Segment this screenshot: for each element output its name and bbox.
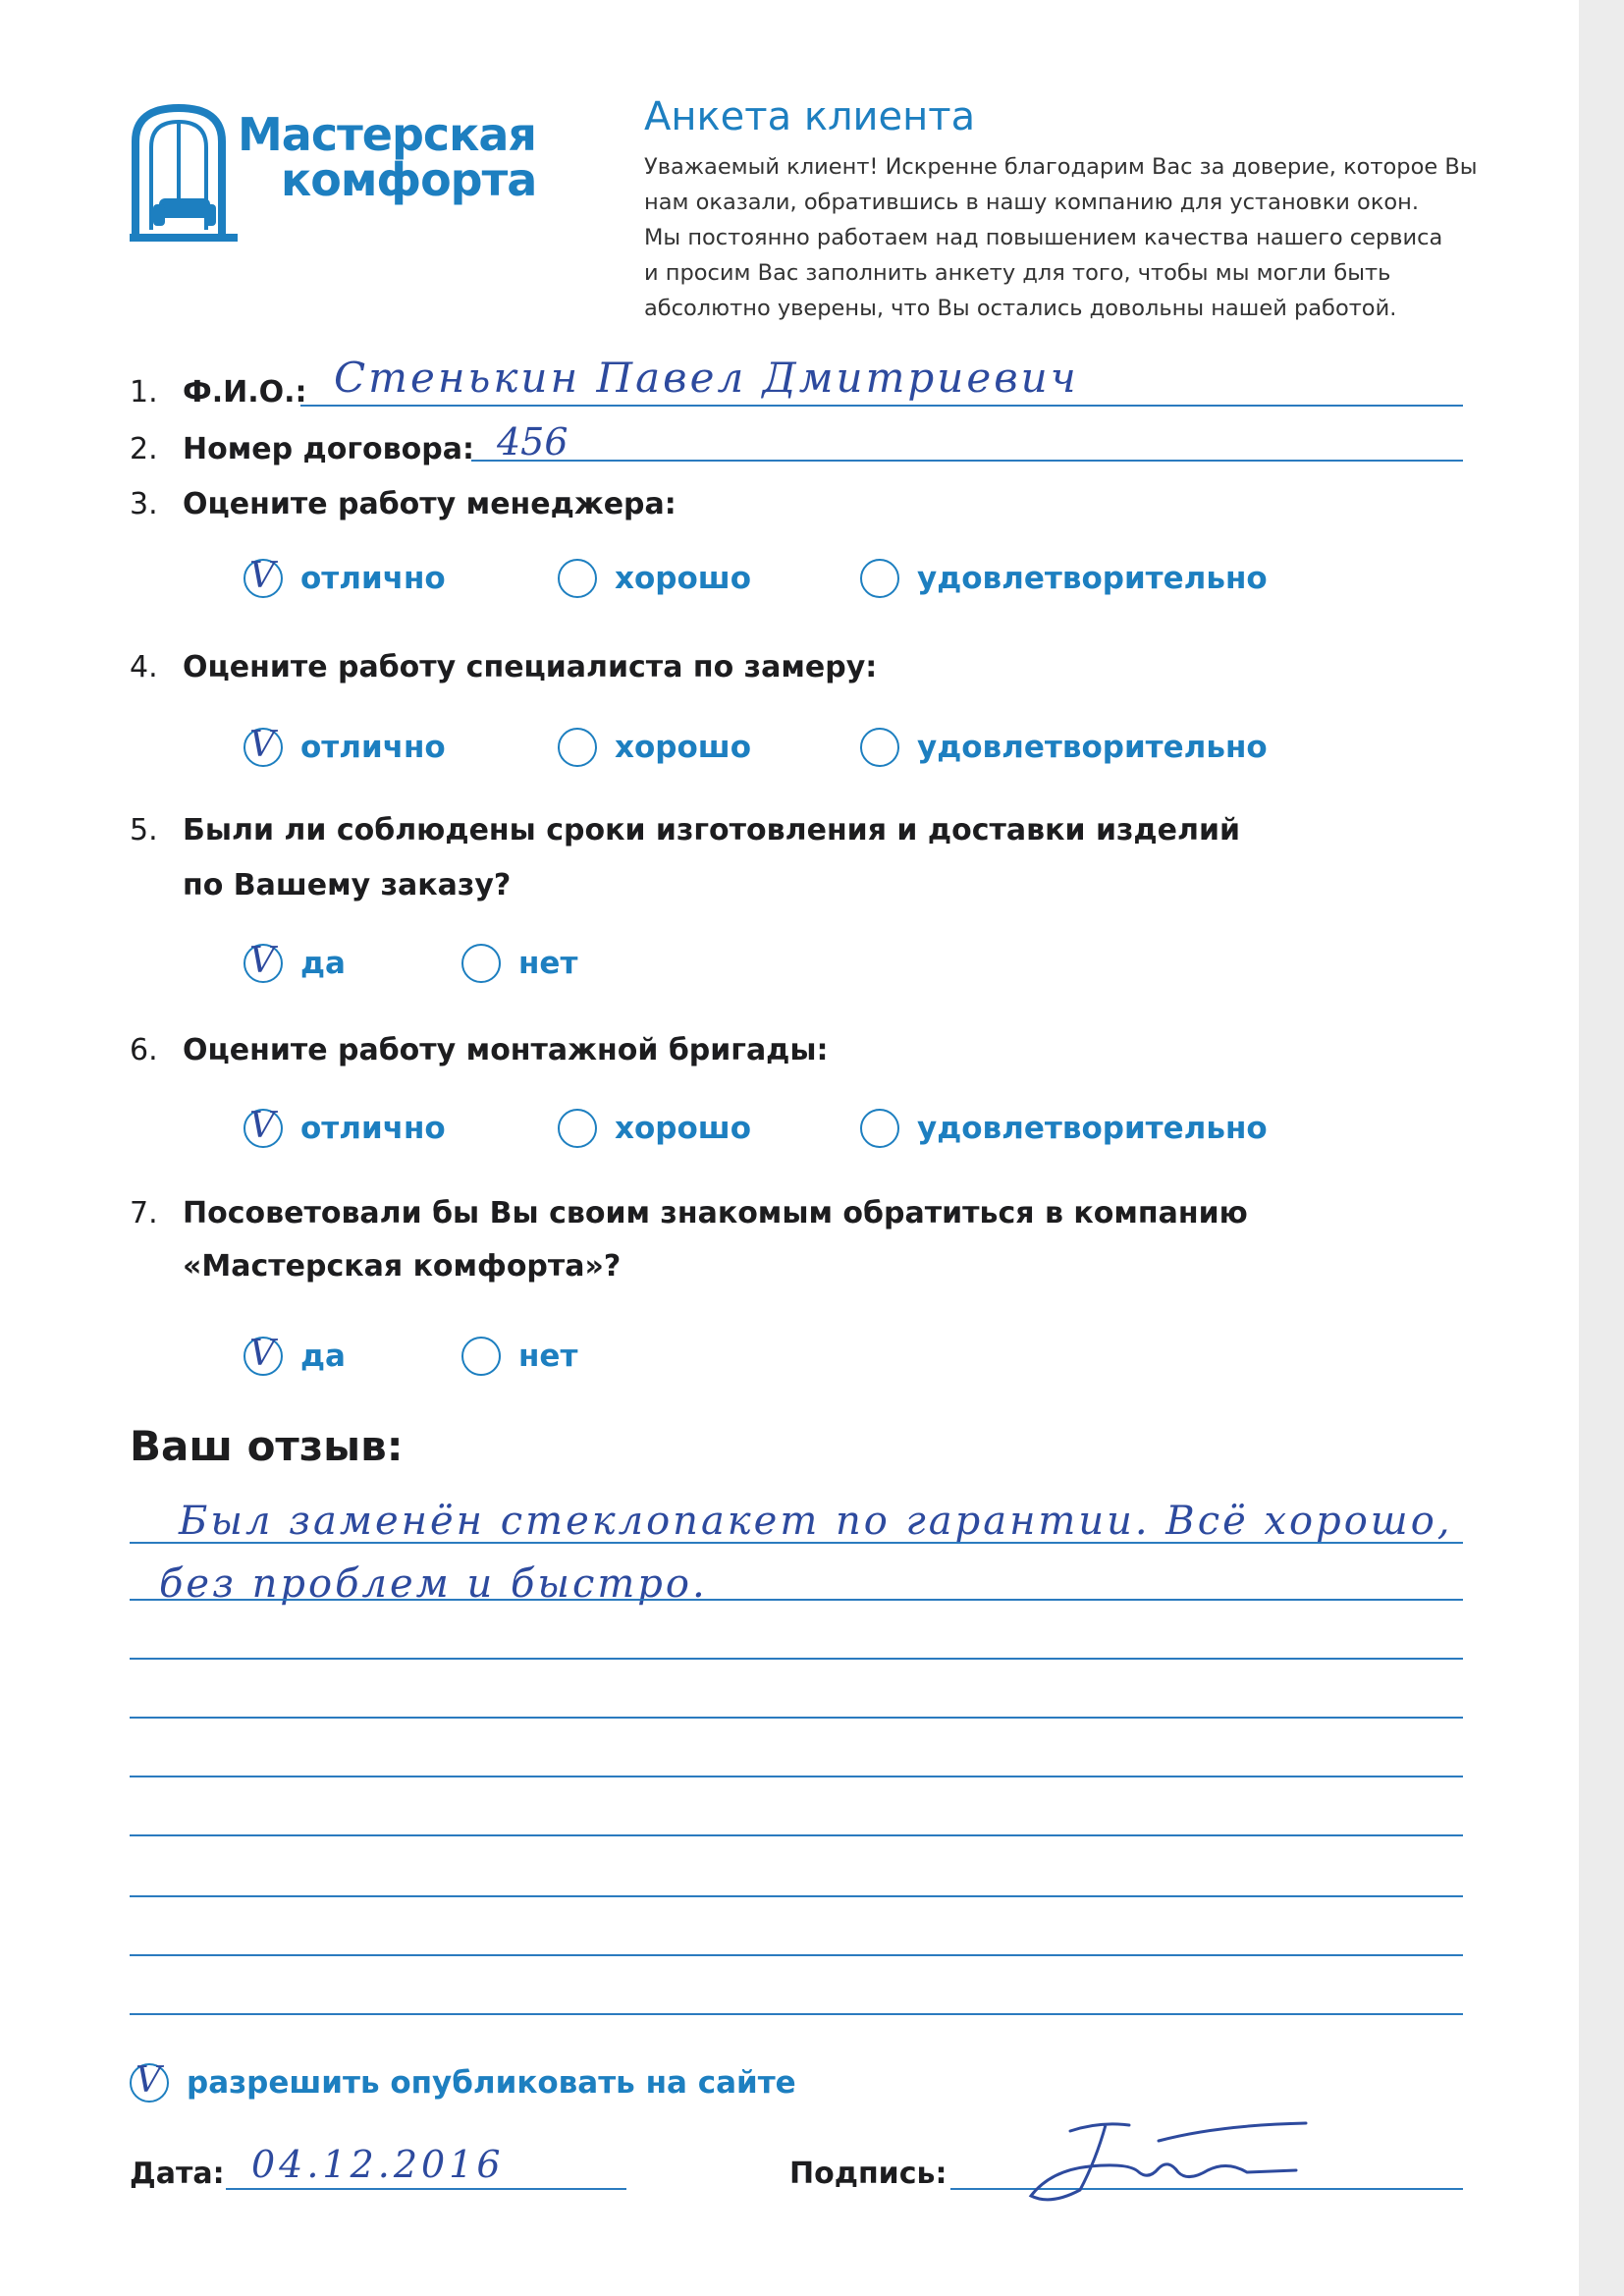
option-label: удовлетворительно <box>917 1111 1268 1146</box>
logo-wordmark <box>238 108 537 206</box>
radio-circle[interactable] <box>860 728 899 767</box>
contract-number-field[interactable]: 456 <box>497 420 568 464</box>
review-line <box>130 1599 1463 1601</box>
form-title: Анкета клиента <box>644 94 976 139</box>
date-underline <box>226 2188 626 2190</box>
radio-circle[interactable] <box>558 1109 597 1148</box>
radio-circle[interactable] <box>461 944 501 983</box>
check-mark-icon: V <box>135 2060 161 2101</box>
q7-number: 7. <box>130 1196 158 1230</box>
intro-line: и просим Вас заполнить анкету для того, чтобы мы могли быть <box>644 260 1391 286</box>
radio-circle-checked[interactable] <box>244 556 283 598</box>
option-label: удовлетворительно <box>917 561 1268 596</box>
date-label: Дата: <box>130 2157 225 2191</box>
q3-label: Оцените работу менеджера: <box>183 487 677 521</box>
q6-number: 6. <box>130 1033 158 1067</box>
review-line <box>130 1895 1463 1897</box>
publish-checkbox[interactable] <box>130 2058 796 2107</box>
review-line <box>130 1776 1463 1777</box>
q3-option-satisfactory[interactable] <box>860 554 1268 603</box>
intro-line: нам оказали, обратившись в нашу компанию для установки окон. <box>644 190 1420 215</box>
option-label: хорошо <box>615 1111 752 1146</box>
radio-circle[interactable] <box>461 1337 501 1376</box>
radio-circle[interactable] <box>860 1109 899 1148</box>
q7-label-line-2: «Мастерская комфорта»? <box>183 1249 622 1284</box>
signature-scribble[interactable] <box>1011 2111 1326 2210</box>
radio-circle[interactable] <box>558 728 597 767</box>
publish-label: разрешить опубликовать на сайте <box>187 2065 796 2101</box>
checkbox-circle-checked[interactable] <box>130 2060 169 2103</box>
q5-option-no[interactable] <box>461 939 577 988</box>
logo-line-1: Мастерская <box>238 108 536 161</box>
intro-line: Мы постоянно работаем над повышением качества нашего сервиса <box>644 225 1443 250</box>
review-line <box>130 1834 1463 1836</box>
intro-line: абсолютно уверены, что Вы остались довольны нашей работой. <box>644 296 1397 321</box>
q6-option-satisfactory[interactable] <box>860 1104 1268 1153</box>
check-mark-icon: V <box>249 556 275 596</box>
radio-circle-checked[interactable] <box>244 725 283 767</box>
q5-label-line-1: Были ли соблюдены сроки изготовления и доставки изделий <box>183 813 1240 847</box>
q3-number: 3. <box>130 487 158 521</box>
q7-label-line-1: Посоветовали бы Вы своим знакомым обратиться в компанию <box>183 1196 1248 1230</box>
q4-option-good[interactable] <box>558 723 751 772</box>
check-mark-icon: V <box>249 725 275 765</box>
option-label: да <box>300 946 346 981</box>
review-text-line-1[interactable]: Был заменён стеклопакет по гарантии. Всё хорошо, <box>179 1499 1453 1544</box>
q4-option-excellent[interactable] <box>244 723 446 772</box>
q1-label: Ф.И.О.: <box>183 375 307 410</box>
intro-text <box>644 149 1489 326</box>
q2-underline <box>471 460 1463 462</box>
option-label: нет <box>518 946 578 981</box>
review-line <box>130 1658 1463 1660</box>
q7-option-yes[interactable] <box>244 1332 346 1381</box>
option-label: хорошо <box>615 561 752 596</box>
radio-circle[interactable] <box>558 559 597 598</box>
q5-number: 5. <box>130 813 158 847</box>
radio-circle-checked[interactable] <box>244 1106 283 1148</box>
q4-number: 4. <box>130 650 158 684</box>
q3-option-good[interactable] <box>558 554 751 603</box>
q7-option-no[interactable] <box>461 1332 577 1381</box>
option-label: нет <box>518 1339 578 1374</box>
window-sofa-icon <box>130 102 238 242</box>
logo-line-2: комфорта <box>281 153 537 206</box>
option-label: да <box>300 1339 346 1374</box>
check-mark-icon: V <box>249 941 275 981</box>
option-label: отлично <box>300 730 446 765</box>
review-line <box>130 2013 1463 2015</box>
intro-line: Уважаемый клиент! Искренне благодарим Вас за доверие, которое Вы <box>644 154 1478 180</box>
radio-circle[interactable] <box>860 559 899 598</box>
review-line <box>130 1717 1463 1719</box>
check-mark-icon: V <box>249 1334 275 1374</box>
q6-option-excellent[interactable] <box>244 1104 446 1153</box>
option-label: отлично <box>300 561 446 596</box>
review-text-line-2[interactable]: без проблем и быстро. <box>159 1561 708 1607</box>
review-line <box>130 1542 1463 1544</box>
review-title: Ваш отзыв: <box>130 1422 404 1470</box>
radio-circle-checked[interactable] <box>244 1334 283 1376</box>
q4-label: Оцените работу специалиста по замеру: <box>183 650 878 684</box>
check-mark-icon: V <box>249 1106 275 1146</box>
radio-circle-checked[interactable] <box>244 941 283 983</box>
q4-option-satisfactory[interactable] <box>860 723 1268 772</box>
q5-label-line-2: по Вашему заказу? <box>183 868 512 902</box>
q2-label: Номер договора: <box>183 432 474 466</box>
company-logo <box>130 102 552 242</box>
scan-edge <box>1579 0 1624 2296</box>
q5-option-yes[interactable] <box>244 939 346 988</box>
signature-label: Подпись: <box>789 2157 947 2191</box>
option-label: хорошо <box>615 730 752 765</box>
q3-option-excellent[interactable] <box>244 554 446 603</box>
q6-label: Оцените работу монтажной бригады: <box>183 1033 829 1067</box>
q2-number: 2. <box>130 432 158 466</box>
q6-option-good[interactable] <box>558 1104 751 1153</box>
q1-underline <box>300 405 1463 407</box>
option-label: удовлетворительно <box>917 730 1268 765</box>
q1-number: 1. <box>130 375 158 410</box>
review-line <box>130 1954 1463 1956</box>
date-field[interactable]: 04.12.2016 <box>251 2143 505 2186</box>
fio-field[interactable]: Стенькин Павел Дмитриевич <box>334 354 1079 402</box>
option-label: отлично <box>300 1111 446 1146</box>
